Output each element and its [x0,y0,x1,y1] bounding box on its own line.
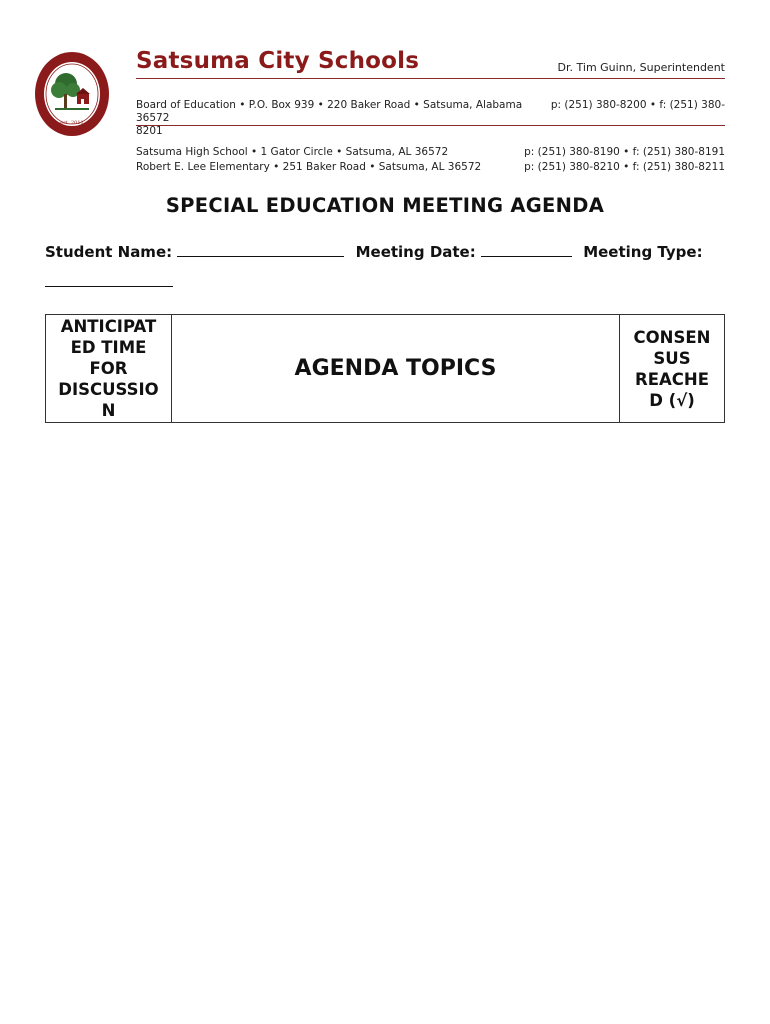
district-seal [33,50,111,138]
school-phone: p: (251) 380-8190 • f: (251) 380-8191 [524,146,725,158]
meeting-date-field[interactable] [481,242,572,257]
school-address: Satsuma High School • 1 Gator Circle • Satsuma, AL 36572 [136,146,449,158]
meeting-type-label: Meeting Type: [583,243,703,261]
header-divider-bottom [136,125,725,126]
superintendent-name: Dr. Tim Guinn, Superintendent [557,61,725,74]
meeting-date-label: Meeting Date: [355,243,476,261]
meeting-type-field[interactable] [45,272,173,287]
table-header-row [46,315,725,423]
svg-text:est. 2011: est. 2011 [60,120,84,126]
school-address: Robert E. Lee Elementary • 251 Baker Road • Satsuma, AL 36572 [136,161,482,173]
student-name-field[interactable] [177,242,344,257]
board-address [136,99,548,138]
meeting-fields [45,242,703,261]
board-address-line2: 8201 [136,125,163,137]
document-heading: SPECIAL EDUCATION MEETING AGENDA [165,194,605,217]
student-name-label: Student Name: [45,243,173,261]
agenda-topics-header: AGENDA TOPICS [172,315,620,423]
school-phone: p: (251) 380-8210 • f: (251) 380-8211 [524,161,725,173]
agenda-table [45,314,725,423]
board-phone: p: (251) 380-8200 • f: (251) 380- [550,99,725,111]
consensus-reached-header: CONSEN SUS REACHE D (√) [620,315,725,423]
header-divider-top [136,78,725,79]
anticipated-time-header: ANTICIPAT ED TIME FOR DISCUSSIO N [46,315,172,423]
district-title: Satsuma City Schools [136,48,420,74]
board-address-line1: Board of Education • P.O. Box 939 • 220 Baker Road • Satsuma, Alabama 36572 [136,99,523,124]
